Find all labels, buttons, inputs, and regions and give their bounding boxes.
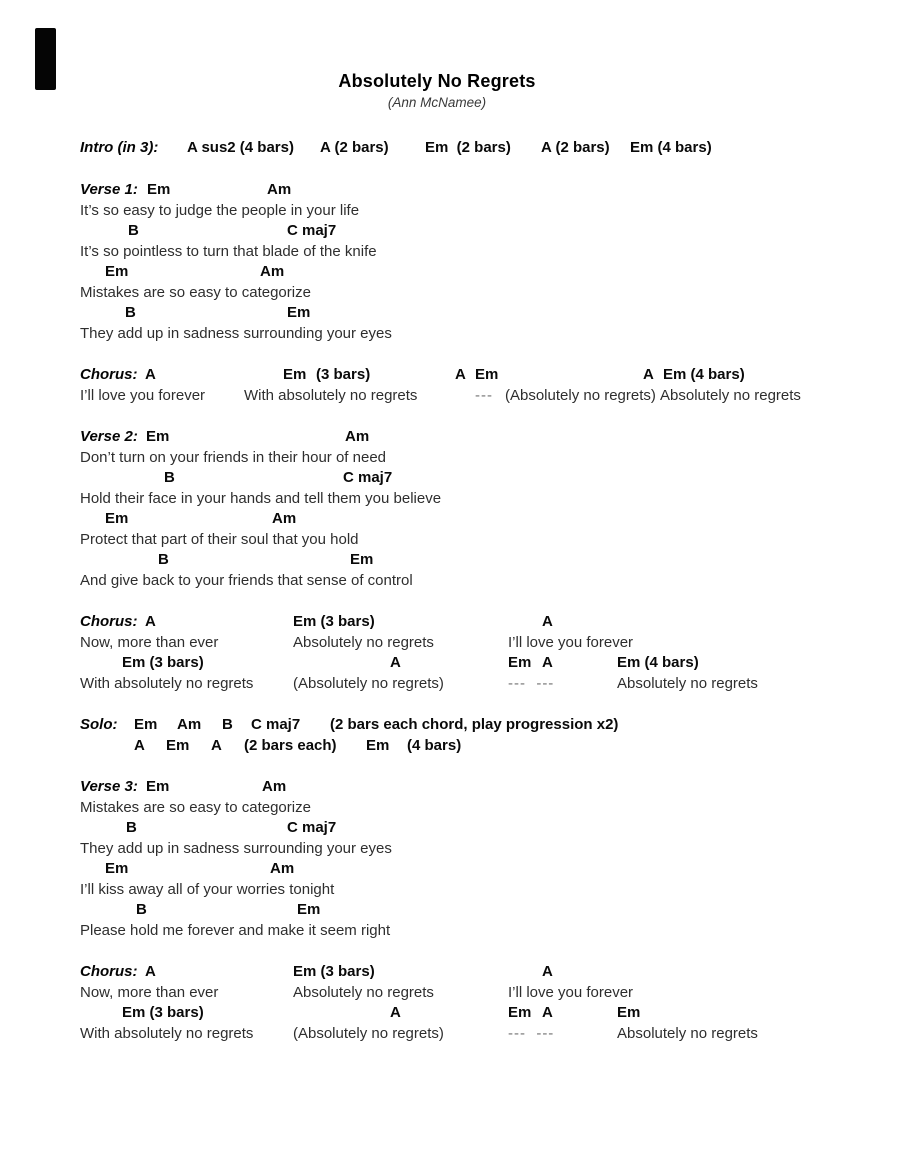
verse-2-line-3 bbox=[0, 467, 900, 488]
verse-1-line-8 bbox=[0, 323, 900, 344]
chord-text: B bbox=[222, 716, 233, 733]
chord-text: Em (3 bars) bbox=[293, 613, 375, 630]
section-label: Intro (in 3): bbox=[80, 139, 159, 156]
chord-text: Em bbox=[146, 778, 170, 795]
chord-text: C maj7 bbox=[287, 819, 337, 836]
chord-text: A bbox=[542, 613, 553, 630]
chord-text: A bbox=[145, 613, 156, 630]
chord-text: Em bbox=[366, 737, 390, 754]
chord-text: A bbox=[134, 737, 145, 754]
chord-text: Em (4 bars) bbox=[663, 366, 745, 383]
verse-2-line-7 bbox=[0, 549, 900, 570]
section-label: Chorus: bbox=[80, 963, 138, 980]
chord-text: C maj7 bbox=[287, 222, 337, 239]
chorus-2-line-3 bbox=[0, 652, 900, 673]
chord-text: A (2 bars) bbox=[320, 139, 389, 156]
verse-3-line-5 bbox=[0, 858, 900, 879]
chord-text: (2 bars each chord, play progression x2) bbox=[330, 716, 619, 733]
chord-text: A sus2 (4 bars) bbox=[187, 139, 294, 156]
chord-text: A bbox=[542, 963, 553, 980]
verse-2-line-2 bbox=[0, 447, 900, 468]
chord-text: Am bbox=[272, 510, 297, 527]
chorus-1-line-2 bbox=[0, 385, 900, 406]
lyric-text: I’ll love you forever bbox=[80, 387, 206, 404]
chord-text: B bbox=[158, 551, 169, 568]
chord-text: Am bbox=[177, 716, 202, 733]
chord-text: Em bbox=[134, 716, 158, 733]
verse-3-line-7 bbox=[0, 899, 900, 920]
dash-text: --- --- bbox=[508, 675, 555, 692]
verse-3-line-6 bbox=[0, 879, 900, 900]
lyric-text: Mistakes are so easy to categorize bbox=[80, 799, 311, 816]
lyric-text: They add up in sadness surrounding your eyes bbox=[80, 325, 392, 342]
chord-text: Em (3 bars) bbox=[293, 963, 375, 980]
chord-text: B bbox=[126, 819, 137, 836]
chord-text: A bbox=[145, 963, 156, 980]
lyric-text: Hold their face in your hands and tell them you believe bbox=[80, 490, 442, 507]
verse-2-line-5 bbox=[0, 508, 900, 529]
chord-text: B bbox=[125, 304, 136, 321]
chord-text: Em bbox=[508, 1004, 532, 1021]
chord-text: Am bbox=[270, 860, 295, 877]
lyric-text: I’ll love you forever bbox=[508, 984, 634, 1001]
lyric-text: Please hold me forever and make it seem right bbox=[80, 922, 391, 939]
chord-text: B bbox=[164, 469, 175, 486]
verse-3-line-1 bbox=[0, 776, 900, 797]
chord-text: Em bbox=[283, 366, 307, 383]
lyric-text: It’s so pointless to turn that blade of the knife bbox=[80, 243, 377, 260]
verse-1-line-3 bbox=[0, 220, 900, 241]
lyric-text: Absolutely no regrets bbox=[617, 675, 758, 692]
chord-text: (2 bars each) bbox=[244, 737, 337, 754]
section-label: Chorus: bbox=[80, 613, 138, 630]
chorus-3-line-1 bbox=[0, 961, 900, 982]
verse-2-line-8 bbox=[0, 570, 900, 591]
song-title: Absolutely No Regrets bbox=[338, 71, 536, 91]
chord-text: Em bbox=[350, 551, 374, 568]
intro-line-1 bbox=[0, 137, 900, 158]
lyric-text: With absolutely no regrets bbox=[80, 675, 254, 692]
chorus-2-line-1 bbox=[0, 611, 900, 632]
verse-2-line-4 bbox=[0, 488, 900, 509]
chorus-3-line-4 bbox=[0, 1023, 900, 1044]
chord-text: Em bbox=[166, 737, 190, 754]
lyric-text: (Absolutely no regrets) bbox=[293, 1025, 444, 1042]
chord-text: A bbox=[390, 654, 401, 671]
chord-text: Am bbox=[345, 428, 370, 445]
lyric-text: Now, more than ever bbox=[80, 984, 219, 1001]
chord-text: Em bbox=[105, 860, 129, 877]
section-label: Solo: bbox=[80, 716, 118, 733]
chord-text: Am bbox=[267, 181, 292, 198]
chord-text: Em (3 bars) bbox=[122, 654, 204, 671]
chord-text: Em bbox=[508, 654, 532, 671]
chord-text: Am bbox=[260, 263, 285, 280]
lyric-text: Mistakes are so easy to categorize bbox=[80, 284, 311, 301]
chord-text: Em (2 bars) bbox=[425, 139, 511, 156]
lyric-text: Now, more than ever bbox=[80, 634, 219, 651]
solo-line-1 bbox=[0, 714, 900, 735]
lyric-text: Absolutely no regrets bbox=[660, 387, 801, 404]
lyric-text: (Absolutely no regrets) bbox=[293, 675, 444, 692]
chord-text: A bbox=[145, 366, 156, 383]
chord-text: C maj7 bbox=[343, 469, 393, 486]
chord-text: Em bbox=[475, 366, 499, 383]
chord-text: Em bbox=[297, 901, 321, 918]
chord-text: A (2 bars) bbox=[541, 139, 610, 156]
chorus-3-line-3 bbox=[0, 1002, 900, 1023]
chord-text: A bbox=[211, 737, 222, 754]
dash-text: --- bbox=[475, 387, 493, 404]
verse-3-line-8 bbox=[0, 920, 900, 941]
verse-3-line-3 bbox=[0, 817, 900, 838]
verse-2-line-1 bbox=[0, 426, 900, 447]
section-label: Verse 3: bbox=[80, 778, 138, 795]
section-label: Verse 1: bbox=[80, 181, 138, 198]
lyric-text: They add up in sadness surrounding your eyes bbox=[80, 840, 392, 857]
chorus-2-line-2 bbox=[0, 632, 900, 653]
lyric-text: With absolutely no regrets bbox=[244, 387, 418, 404]
chord-text: B bbox=[128, 222, 139, 239]
solo-line-2 bbox=[0, 735, 900, 756]
chord-text: A bbox=[542, 654, 553, 671]
chord-text: (4 bars) bbox=[407, 737, 462, 754]
verse-1-line-1 bbox=[0, 179, 900, 200]
chord-text: (3 bars) bbox=[316, 366, 371, 383]
chorus-2-line-4 bbox=[0, 673, 900, 694]
chord-text: Em bbox=[105, 263, 129, 280]
verse-1-line-6 bbox=[0, 282, 900, 303]
chord-text: A bbox=[643, 366, 654, 383]
verse-3-line-4 bbox=[0, 838, 900, 859]
lyric-text: Absolutely no regrets bbox=[293, 984, 434, 1001]
chord-text: Em bbox=[147, 181, 171, 198]
chord-text: Em bbox=[617, 1004, 641, 1021]
verse-3-line-2 bbox=[0, 797, 900, 818]
verse-1-line-4 bbox=[0, 241, 900, 262]
lyric-text: Don’t turn on your friends in their hour of need bbox=[80, 449, 387, 466]
lyric-text: And give back to your friends that sense of control bbox=[80, 572, 413, 589]
chord-text: Em bbox=[105, 510, 129, 527]
lyric-text: Absolutely no regrets bbox=[293, 634, 434, 651]
chord-text: B bbox=[136, 901, 147, 918]
chord-text: Em (3 bars) bbox=[122, 1004, 204, 1021]
verse-1-line-2 bbox=[0, 200, 900, 221]
chord-text: Em bbox=[287, 304, 311, 321]
chord-text: A bbox=[542, 1004, 553, 1021]
lyric-text: (Absolutely no regrets) bbox=[505, 387, 656, 404]
song-author: (Ann McNamee) bbox=[387, 95, 487, 110]
section-label: Verse 2: bbox=[80, 428, 138, 445]
verse-1-line-7 bbox=[0, 302, 900, 323]
lyric-text: With absolutely no regrets bbox=[80, 1025, 254, 1042]
lyric-text: I’ll love you forever bbox=[508, 634, 634, 651]
chord-text: Em (4 bars) bbox=[630, 139, 712, 156]
chord-text: Em bbox=[146, 428, 170, 445]
chord-text: A bbox=[455, 366, 466, 383]
chord-text: Em (4 bars) bbox=[617, 654, 699, 671]
chorus-1-line-1 bbox=[0, 364, 900, 385]
lyric-text: Absolutely no regrets bbox=[617, 1025, 758, 1042]
chorus-3-line-2 bbox=[0, 982, 900, 1003]
verse-2-line-6 bbox=[0, 529, 900, 550]
chord-text: Am bbox=[262, 778, 287, 795]
chord-text: A bbox=[390, 1004, 401, 1021]
lyric-text: I’ll kiss away all of your worries tonight bbox=[80, 881, 335, 898]
chord-text: C maj7 bbox=[251, 716, 301, 733]
dash-text: --- --- bbox=[508, 1025, 555, 1042]
verse-1-line-5 bbox=[0, 261, 900, 282]
lyric-text: Protect that part of their soul that you hold bbox=[80, 531, 359, 548]
lyric-text: It’s so easy to judge the people in your life bbox=[80, 202, 360, 219]
section-label: Chorus: bbox=[80, 366, 138, 383]
